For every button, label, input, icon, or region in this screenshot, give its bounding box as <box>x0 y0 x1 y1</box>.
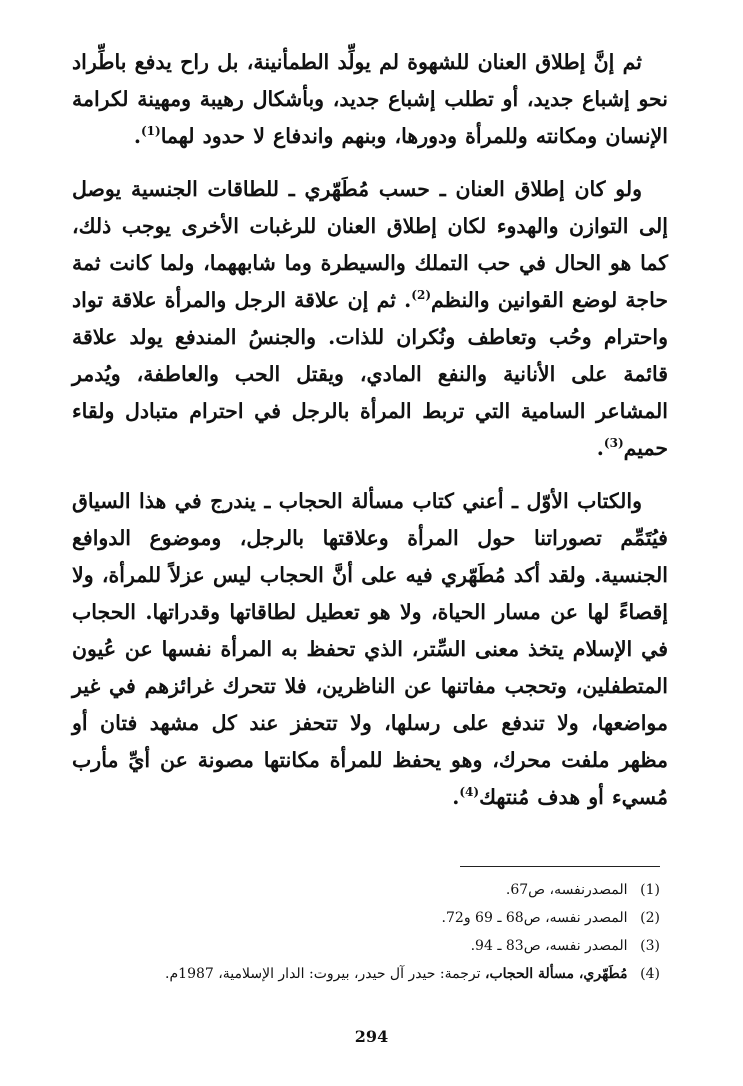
paragraph-1 <box>72 44 668 155</box>
footnote-number: (3) <box>640 938 660 954</box>
footnote-3 <box>60 932 660 960</box>
footnote-number: (1) <box>640 882 660 898</box>
paragraph-1-text: ثم إنَّ إطلاق العنان للشهوة لم يولِّد الطمأنينة، بل راح يدفع باطِّراد نحو إشباع جديد، أو تطلب إشباع جديد، وبأشكال رهيبة ومهينة لكرامة الإنسان ومكانته وللمرأة ودورها، وبنهم واندفاع لا حدود لهما <box>72 50 668 148</box>
footnote-ref-2: (2) <box>411 288 432 303</box>
footnote-text: المصدرنفسه، ص67. <box>505 882 628 898</box>
paragraph-2-part-1: ولو كان إطلاق العنان ـ حسب مُطَهّري ـ للطاقات الجنسية يوصل إلى التوازن والهدوء لكان إطلاق العنان للرغبات الأخرى يوجب ذلك، كما هو الحال في حب التملك والسيطرة وما شابههما، ولما كانت ثمة حاجة لوضع القوانين والنظم <box>72 177 669 312</box>
footnote-number: (4) <box>640 966 660 982</box>
footnote-ref-4: (4) <box>459 785 480 800</box>
page-number: 294 <box>354 1027 389 1046</box>
footnote-4 <box>60 960 660 988</box>
footnote-source-title: مُطَهّري، مسألة الحجاب، <box>484 966 628 982</box>
footnote-1 <box>60 876 660 904</box>
paragraph-1-end: . <box>133 124 141 148</box>
footnotes <box>60 876 660 988</box>
paragraph-2-part-2: . ثم إن علاقة الرجل والمرأة علاقة تواد واحترام وحُب وتعاطف ونُكران للذات. والجنسُ المندفع يولد علاقة قائمة على الأنانية والنفع المادي، ويقتل الحب والعاطفة، ويُدمر المشاعر السامية التي تربط المرأة بالرجل في احترام متبادل ولقاء حميم <box>72 288 668 460</box>
footnote-ref-3: (3) <box>603 436 624 451</box>
footnote-text: المصدر نفسه، ص68 ـ 69 و72. <box>441 910 628 926</box>
paragraph-3 <box>72 483 668 816</box>
footnote-ref-1: (1) <box>140 124 161 139</box>
footnote-separator <box>460 866 660 867</box>
footnote-text: المصدر نفسه، ص83 ـ 94. <box>470 938 628 954</box>
paragraph-2 <box>72 171 668 467</box>
page-body <box>72 44 668 816</box>
paragraph-3-text: والكتاب الأوّل ـ أعني كتاب مسألة الحجاب ـ يندرج في هذا السياق فيُتَمِّم تصوراتنا حول المرأة وعلاقتها بالرجل، وموضوع الدوافع الجنسية. ولقد أكد مُطَهّري فيه على أنَّ الحجاب ليس عزلاً للمرأة، ولا إقصاءً لها عن مسار الحياة، ولا هو تعطيل لطاقاتها وقدراتها. الحجاب في الإسلام يتخذ معنى السِّتر، الذي تحفظ به المرأة نفسها عن عُيون المتطفلين، وتحجب مفاتنها عن الناظرين، فلا تتحرك غرائزهم في غير مواضعها، ولا تندفع على رسلها، ولا تتحفز عند كل مشهد فتان أو مظهر ملفت محرك، وهو يحفظ للمرأة مكانتها مصونة عن أيِّ مأرب مُسيء أو هدف مُنتهك <box>72 489 668 809</box>
footnote-2 <box>60 904 660 932</box>
footnote-text: ترجمة: حيدر آل حيدر، بيروت: الدار الإسلامية، 1987م. <box>165 966 485 982</box>
paragraph-3-end: . <box>452 785 460 809</box>
footnote-number: (2) <box>640 910 660 926</box>
paragraph-2-end: . <box>596 436 604 460</box>
